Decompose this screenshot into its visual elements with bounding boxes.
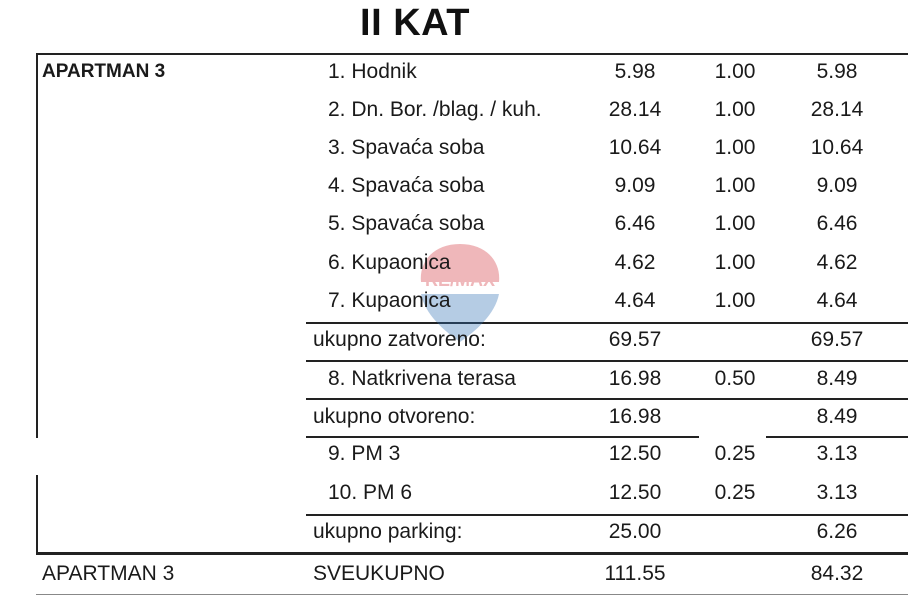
open-total-label: ukupno otvoreno:	[313, 405, 476, 428]
room-coef: 1.00	[714, 136, 756, 159]
room-total: 6.46	[816, 212, 858, 235]
room-area: 9.09	[614, 174, 656, 197]
parking-total-area: 25.00	[608, 520, 662, 543]
grand-total-top-line	[36, 552, 908, 555]
parking-name: 10. PM 6	[328, 481, 413, 504]
table-left-border	[36, 53, 38, 438]
grand-total-label: SVEUKUPNO	[313, 562, 445, 585]
room-name: 6. Kupaonica	[328, 251, 451, 274]
room-coef: 1.00	[714, 212, 756, 235]
watermark-text: RE/MAX	[424, 270, 495, 290]
room-area: 5.98	[614, 60, 656, 83]
parking-total: 3.13	[816, 442, 858, 465]
parking-coef: 0.25	[714, 442, 756, 465]
room-coef: 1.00	[714, 98, 756, 121]
parking-name: 9. PM 3	[328, 442, 401, 465]
page-title: II KAT	[360, 2, 470, 44]
parking-total-value: 6.26	[816, 520, 858, 543]
room-total: 5.98	[816, 60, 858, 83]
room-total: 10.64	[810, 136, 864, 159]
open-total-area: 16.98	[608, 405, 662, 428]
room-area: 6.46	[614, 212, 656, 235]
parking-area: 12.50	[608, 481, 662, 504]
open-total-bottom-line-right	[766, 436, 908, 438]
grand-total-area: 111.55	[604, 562, 666, 585]
closed-total-label: ukupno zatvoreno:	[313, 328, 486, 351]
parking-total-label: ukupno parking:	[313, 520, 463, 543]
room-total: 4.64	[816, 289, 858, 312]
parking-total-line	[306, 514, 908, 516]
room-name: 5. Spavaća soba	[328, 212, 485, 235]
apartment-label: APARTMAN 3	[42, 61, 166, 82]
room-coef: 1.00	[714, 60, 756, 83]
parking-coef: 0.25	[714, 481, 756, 504]
room-total: 4.62	[816, 251, 858, 274]
terrace-coef: 0.50	[714, 367, 756, 390]
room-name: 4. Spavaća soba	[328, 174, 485, 197]
parking-total: 3.13	[816, 481, 858, 504]
room-total: 28.14	[810, 98, 864, 121]
closed-total-line	[306, 322, 908, 324]
room-name: 7. Kupaonica	[328, 289, 451, 312]
room-area: 4.64	[614, 289, 656, 312]
room-area: 28.14	[608, 98, 662, 121]
open-total-line	[306, 398, 908, 400]
open-total-value: 8.49	[816, 405, 858, 428]
closed-total-area: 69.57	[608, 328, 662, 351]
room-name: 3. Spavaća soba	[328, 136, 485, 159]
room-coef: 1.00	[714, 289, 756, 312]
room-coef: 1.00	[714, 174, 756, 197]
closed-total-value: 69.57	[810, 328, 864, 351]
room-name: 2. Dn. Bor. /blag. / kuh.	[328, 98, 542, 121]
terrace-total: 8.49	[816, 367, 858, 390]
closed-total-bottom-line	[306, 360, 908, 362]
room-area: 4.62	[614, 251, 656, 274]
room-coef: 1.00	[714, 251, 756, 274]
parking-area: 12.50	[608, 442, 662, 465]
table-left-border-lower	[36, 475, 38, 553]
grand-total-value: 84.32	[810, 562, 864, 585]
grand-total-apartment: APARTMAN 3	[42, 562, 175, 585]
room-area: 10.64	[608, 136, 662, 159]
table-top-border	[36, 53, 908, 55]
room-name: 1. Hodnik	[328, 60, 417, 83]
open-total-bottom-line-left	[306, 436, 699, 438]
terrace-area: 16.98	[608, 367, 662, 390]
terrace-name: 8. Natkrivena terasa	[328, 367, 516, 390]
table-bottom-border	[36, 594, 908, 595]
room-total: 9.09	[816, 174, 858, 197]
